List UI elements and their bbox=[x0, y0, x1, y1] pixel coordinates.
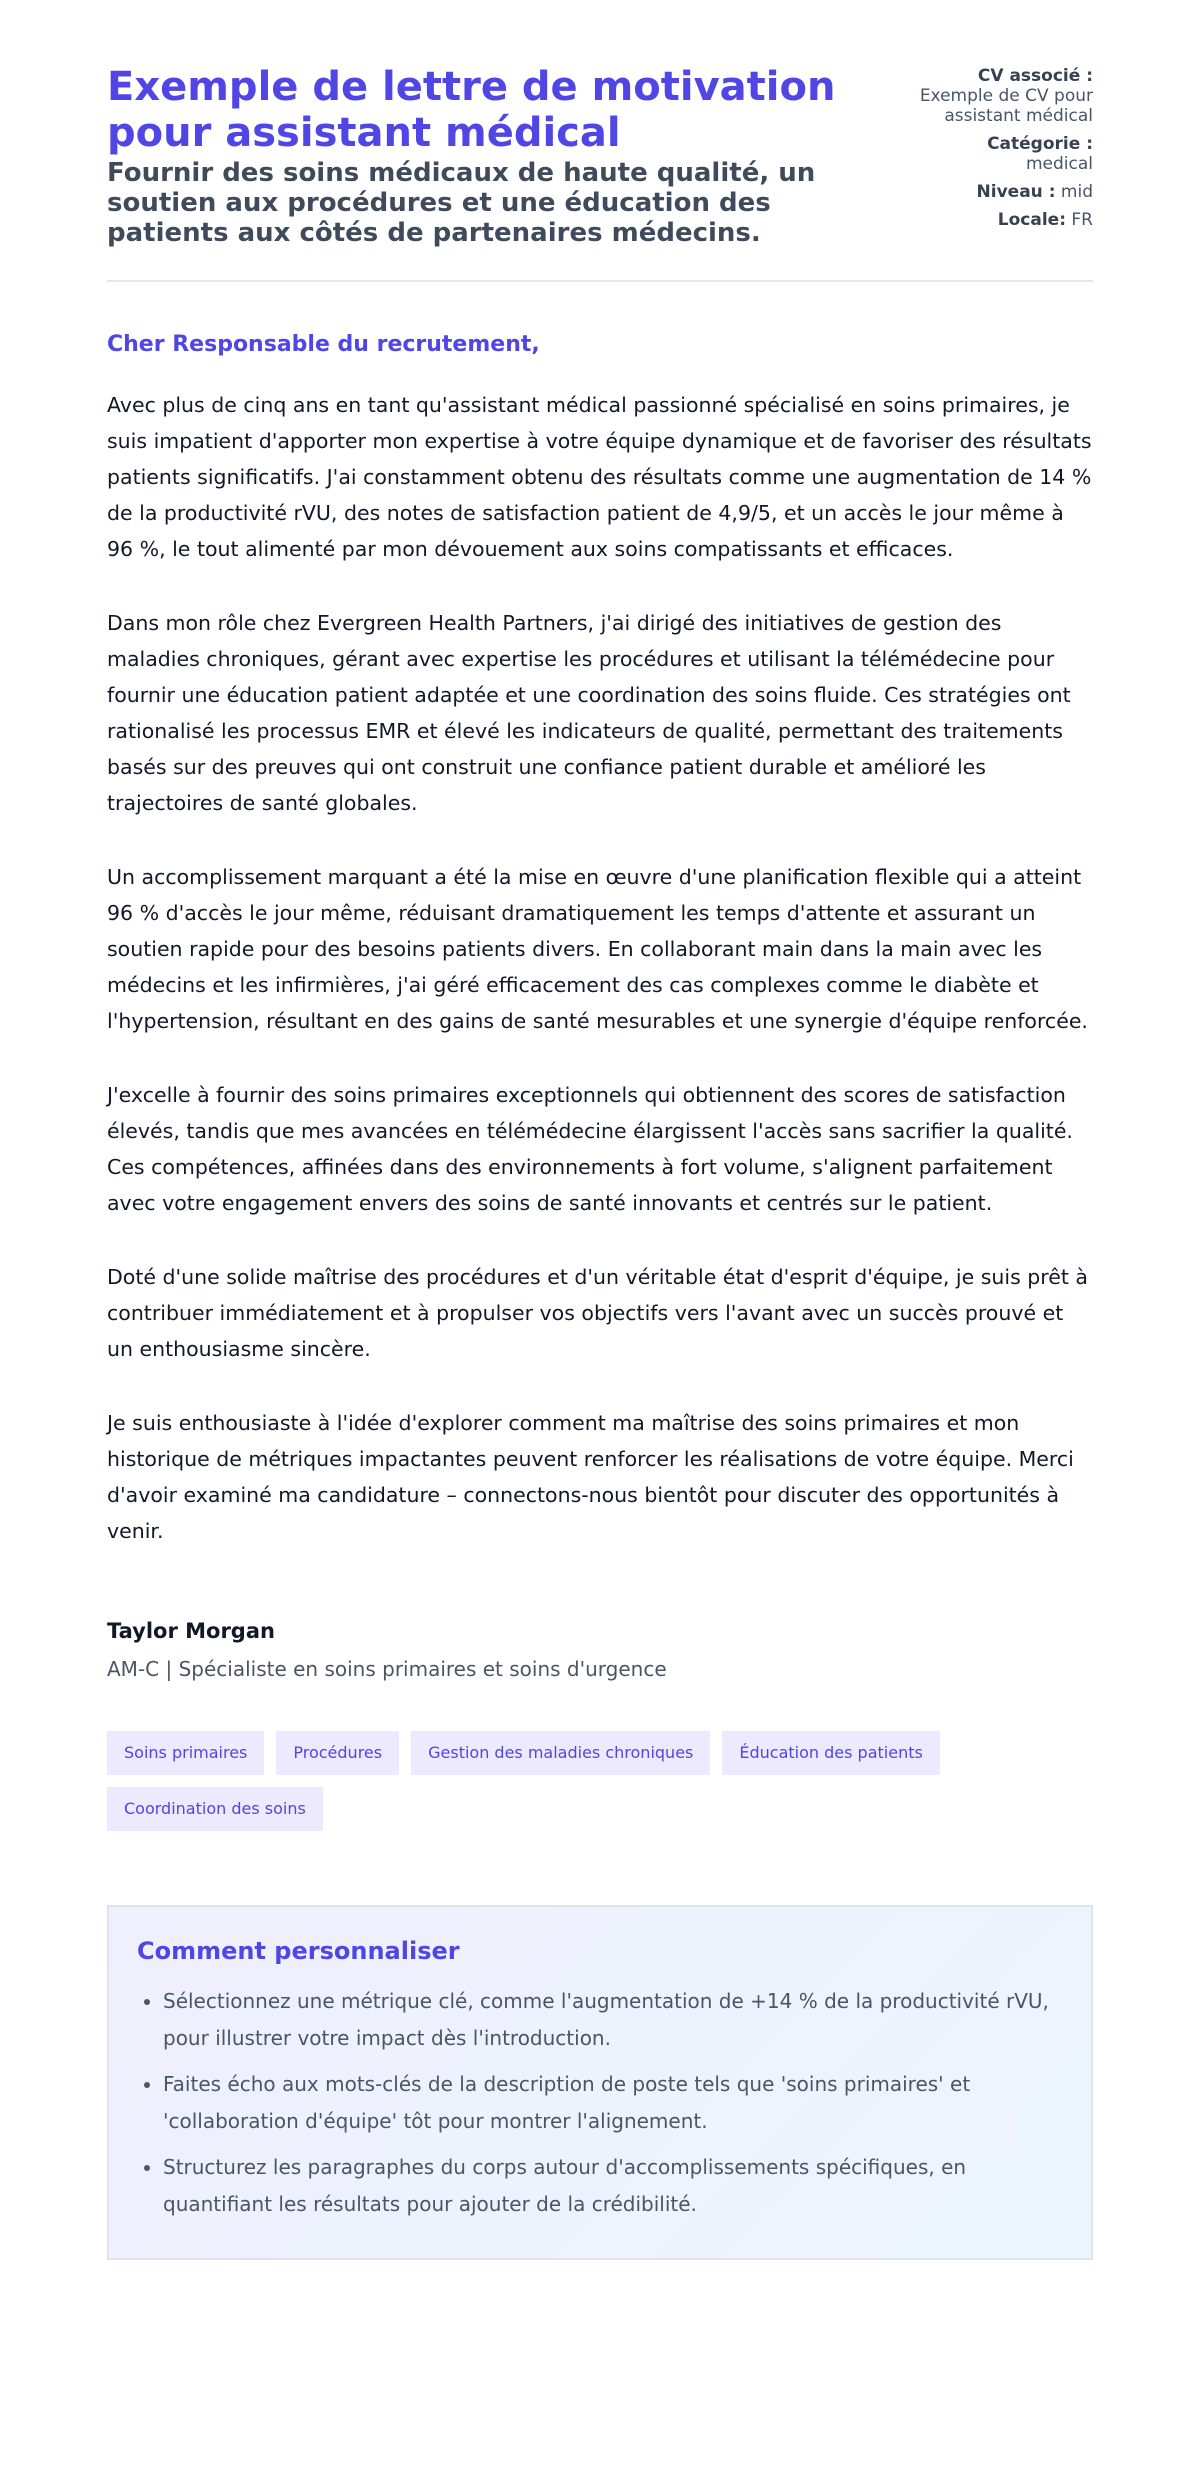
letter-paragraph: Je suis enthousiaste à l'idée d'explorer comment ma maîtrise des soins primaires et mon historique de métriques impactantes peuvent renforcer les réalisations de votre équipe. Merci d'avoir examiné ma candidature – connectons-nous bientôt pour discuter des opportunités à venir. bbox=[107, 1411, 1074, 1543]
tag[interactable]: Soins primaires bbox=[107, 1731, 264, 1775]
meta-panel bbox=[897, 66, 1093, 238]
tag[interactable]: Procédures bbox=[276, 1731, 399, 1775]
meta-category-value: medical bbox=[1025, 154, 1093, 174]
tips-box bbox=[107, 1905, 1093, 2260]
tag-list bbox=[107, 1731, 1093, 1831]
page-subtitle: Fournir des soins médicaux de haute qualité, un soutien aux procédures et une éducation des patients aux côtés de partenaires médecins. bbox=[107, 158, 816, 248]
page-title: Exemple de lettre de motivation pour assistant médical bbox=[107, 64, 836, 156]
page bbox=[107, 64, 1093, 2260]
meta-category bbox=[897, 134, 1093, 174]
letter-paragraph: J'excelle à fournir des soins primaires exceptionnels qui obtiennent des scores de satisfaction élevés, tandis que mes avancées en télémédecine élargissent l'accès sans sacrifier la qualité. Ces compétences, affinées dans des environnements à fort volume, s'alignent parfaitement avec votre engagement envers des soins de santé innovants et centrés sur le patient. bbox=[107, 1083, 1073, 1215]
tag[interactable]: Coordination des soins bbox=[107, 1787, 323, 1831]
tips-heading: Comment personnaliser bbox=[137, 1937, 460, 1965]
divider bbox=[107, 280, 1093, 282]
letter-paragraph: Doté d'une solide maîtrise des procédures et d'un véritable état d'esprit d'équipe, je suis prêt à contribuer immédiatement et à propulser vos objectifs vers l'avant avec un succès prouvé et un enthousiasme sincère. bbox=[107, 1265, 1088, 1361]
letter-paragraph: Avec plus de cinq ans en tant qu'assistant médical passionné spécialisé en soins primaires, je suis impatient d'apporter mon expertise à votre équipe dynamique et de favoriser des résultats patients significatifs. J'ai constamment obtenu des résultats comme une augmentation de 14 % de la productivité rVU, des notes de satisfaction patient de 4,9/5, et un accès le jour même à 96 %, le tout alimenté par mon dévouement aux soins compatissants et efficaces. bbox=[107, 393, 1092, 561]
meta-cv-value[interactable]: Exemple de CV pour assistant médical bbox=[919, 86, 1093, 126]
signature-title: AM-C | Spécialiste en soins primaires et soins d'urgence bbox=[107, 1657, 667, 1681]
meta-cv bbox=[897, 66, 1093, 126]
letter-paragraph: Dans mon rôle chez Evergreen Health Partners, j'ai dirigé des initiatives de gestion des maladies chroniques, gérant avec expertise les procédures et utilisant la télémédecine pour fournir une éducation patient adaptée et une coordination des soins fluide. Ces stratégies ont rationalisé les processus EMR et élevé les indicateurs de qualité, permettant des traitements basés sur des preuves qui ont construit une confiance patient durable et amélioré les trajectoires de santé globales. bbox=[107, 611, 1071, 815]
tip-item: • Sélectionnez une métrique clé, comme l'augmentation de +14 % de la productivité rVU, pour illustrer votre impact dès l'introduction. bbox=[163, 1983, 1063, 2057]
meta-level bbox=[897, 182, 1093, 202]
signature-name: Taylor Morgan bbox=[107, 1619, 275, 1643]
tips-list bbox=[137, 1983, 1063, 2223]
title-block bbox=[107, 64, 897, 248]
meta-locale-label: Locale: bbox=[997, 210, 1066, 230]
tip-item: • Faites écho aux mots-clés de la description de poste tels que 'soins primaires' et 'collaboration d'équipe' tôt pour montrer l'alignement. bbox=[163, 2066, 1063, 2140]
meta-cv-label: CV associé : bbox=[977, 66, 1093, 86]
letter-paragraph: Un accomplissement marquant a été la mise en œuvre d'une planification flexible qui a atteint 96 % d'accès le jour même, réduisant dramatiquement les temps d'attente et assurant un soutien rapide pour des besoins patients divers. En collaborant main dans la main avec les médecins et les infirmières, j'ai géré efficacement des cas complexes comme le diabète et l'hypertension, résultant en des gains de santé mesurables et une synergie d'équipe renforcée. bbox=[107, 865, 1088, 1033]
tag[interactable]: Éducation des patients bbox=[722, 1731, 939, 1775]
meta-locale-value: FR bbox=[1071, 210, 1093, 230]
meta-locale bbox=[897, 210, 1093, 230]
meta-category-label: Catégorie : bbox=[987, 134, 1093, 154]
letter-body bbox=[107, 387, 1093, 1549]
tip-item: • Structurez les paragraphes du corps autour d'accomplissements spécifiques, en quantifiant les résultats pour ajouter de la crédibilité. bbox=[163, 2149, 1063, 2223]
meta-level-label: Niveau : bbox=[976, 182, 1056, 202]
tag[interactable]: Gestion des maladies chroniques bbox=[411, 1731, 710, 1775]
meta-level-value: mid bbox=[1060, 182, 1093, 202]
header bbox=[107, 64, 1093, 248]
letter-greeting: Cher Responsable du recrutement, bbox=[107, 332, 540, 357]
